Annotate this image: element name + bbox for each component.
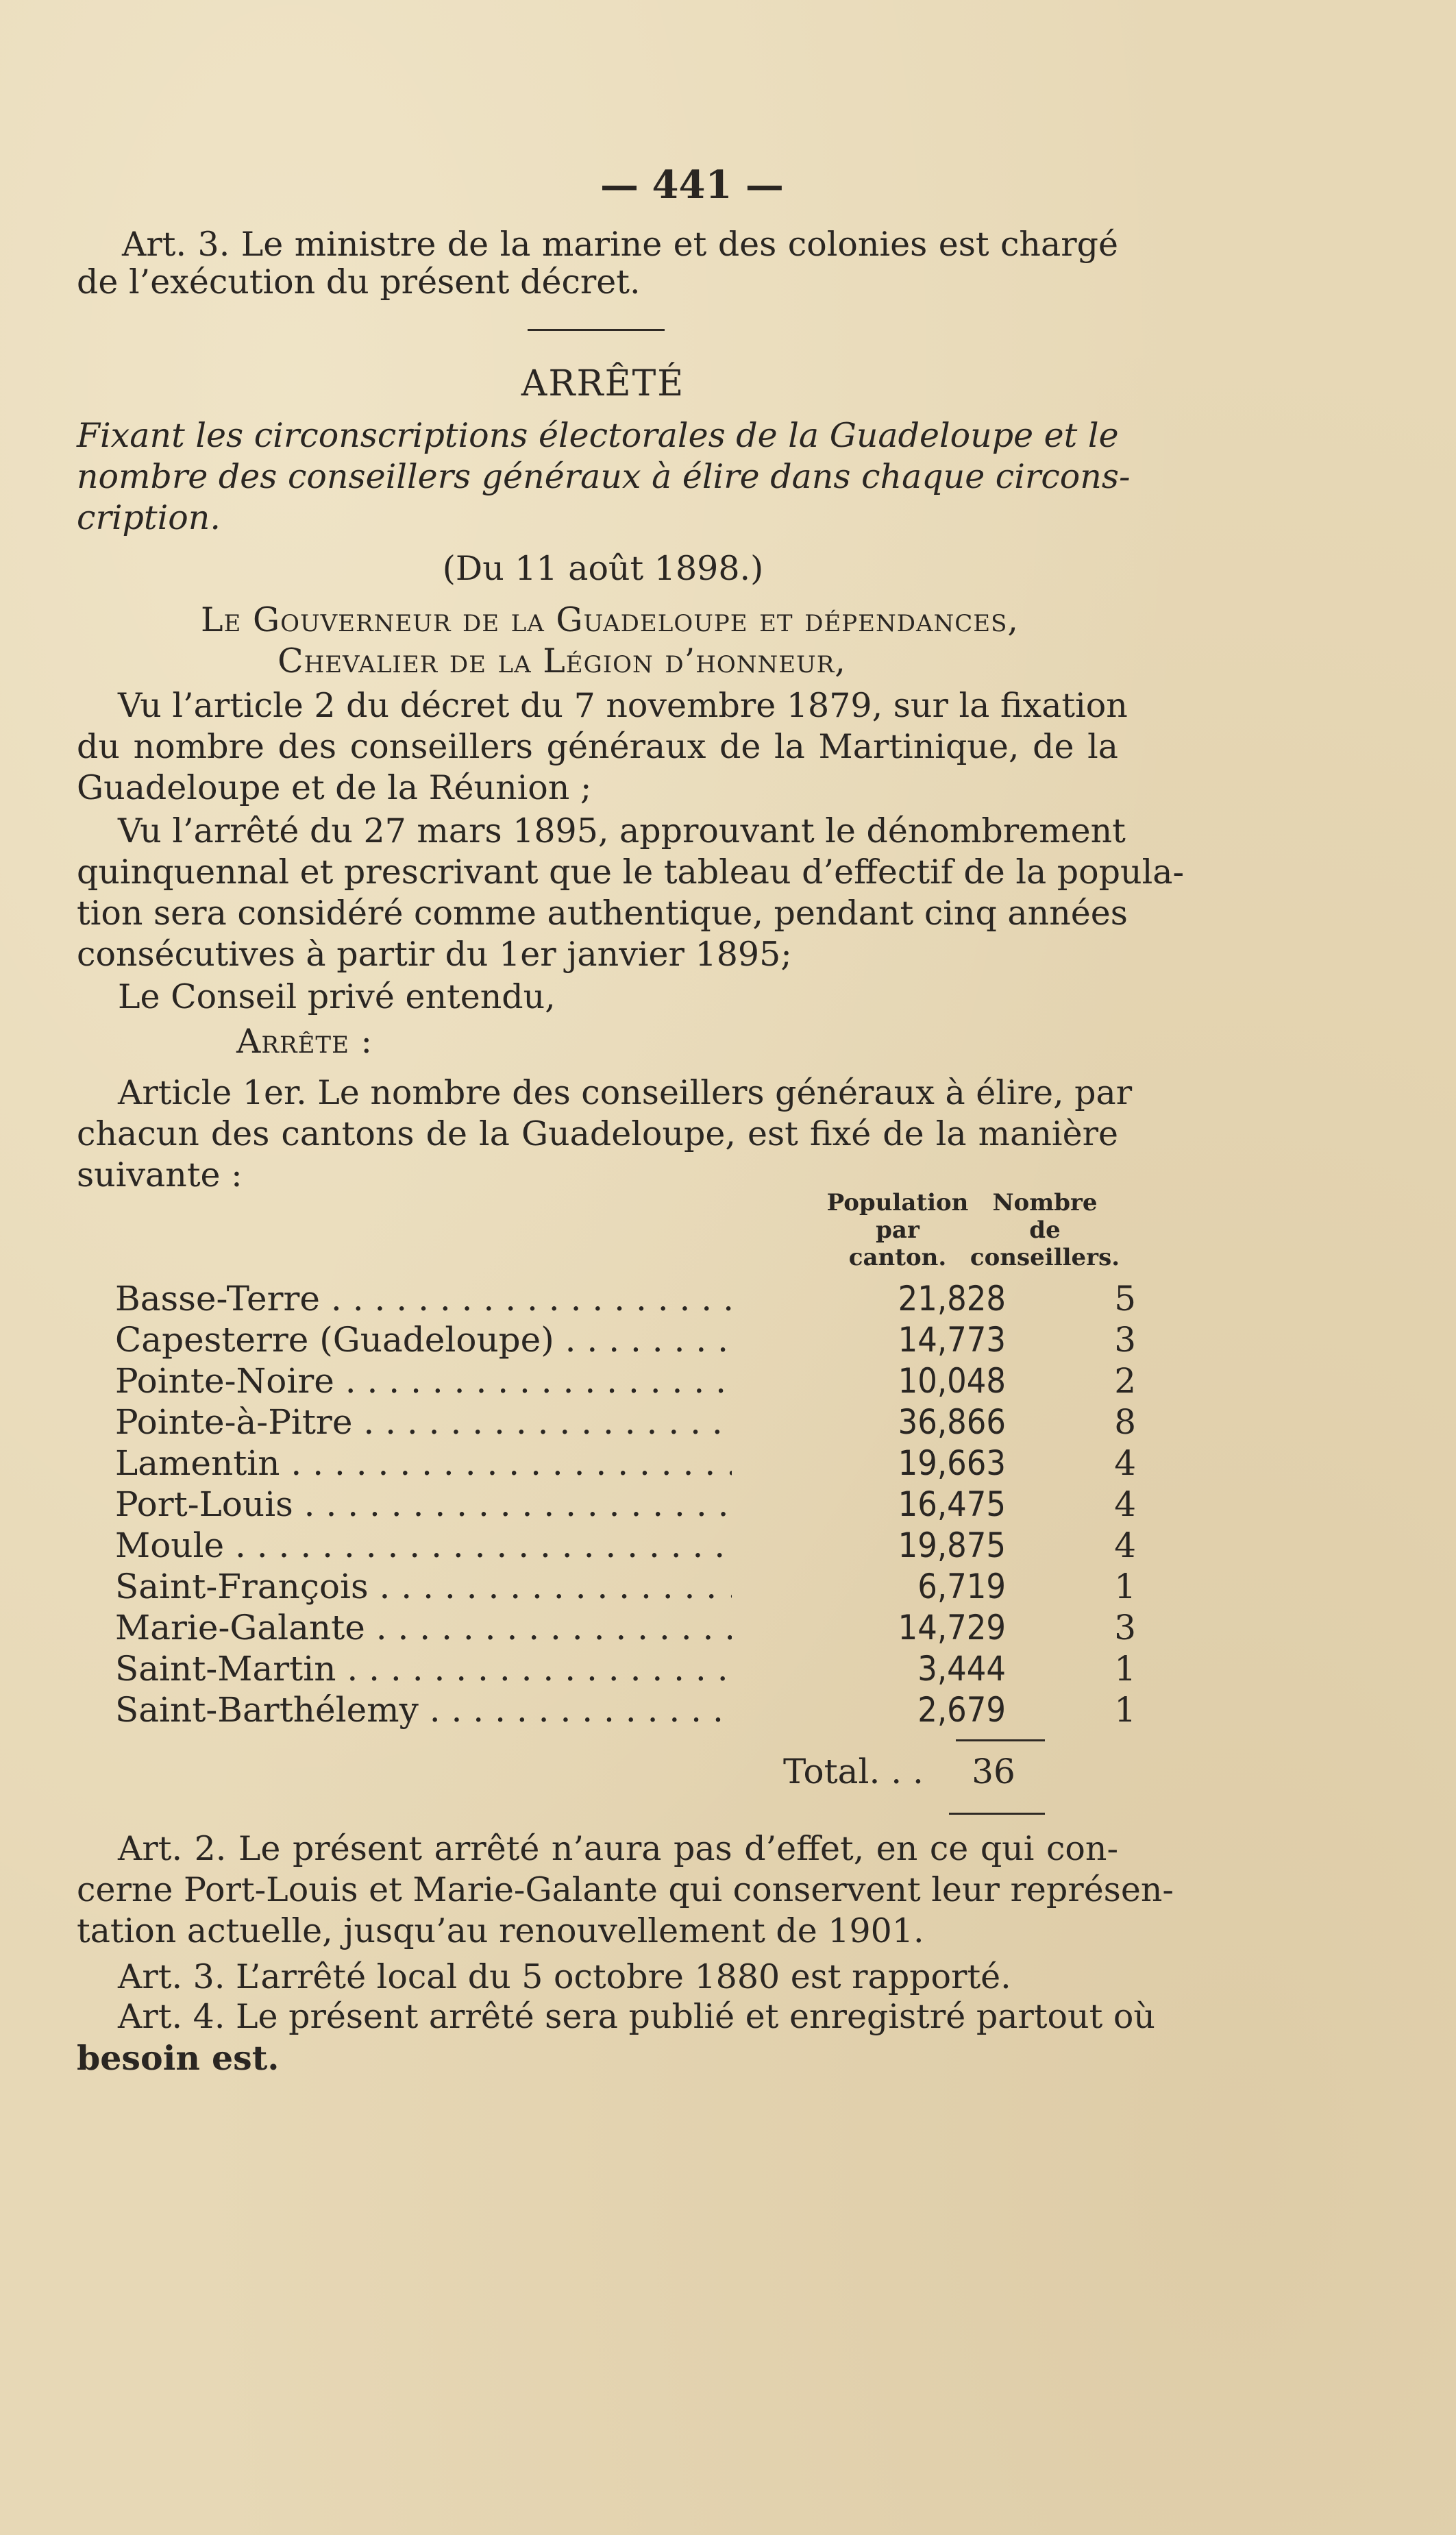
canton-conseillers: 4 <box>1114 1443 1136 1483</box>
canton-name: Pointe-Noire . . . <box>115 1360 732 1401</box>
table-row <box>115 1360 1136 1401</box>
table-row <box>115 1648 1136 1689</box>
table-row <box>115 1319 1136 1360</box>
final-art3: Art. 3. L’arrêté local du 5 octobre 1880 est rapporté. <box>118 1957 1011 1996</box>
article1-line2: chacun des cantons de la Guadeloupe, est fixé de la manière <box>77 1114 1118 1153</box>
table-row <box>115 1484 1136 1525</box>
final-art4-line1: Art. 4. Le présent arrêté sera publié et enregistré partout où <box>118 1997 1155 2036</box>
canton-name: Lamentin . . . <box>115 1443 732 1484</box>
decree-art3-line1: Art. 3. Le ministre de la marine et des colonies est chargé <box>122 225 1118 264</box>
canton-population: 10,048 <box>898 1361 1006 1401</box>
arrete-subtitle-line1: Fixant les circonscriptions électorales de la Guadeloupe et le <box>77 416 1119 455</box>
canton-conseillers: 4 <box>1114 1526 1136 1565</box>
vu-line3: Guadeloupe et de la Réunion ; <box>77 768 592 807</box>
column-header-nombre-l3: conseillers. <box>970 1244 1120 1271</box>
page-number: — 441 — <box>600 162 784 208</box>
canton-conseillers: 3 <box>1114 1320 1136 1360</box>
canton-conseillers: 1 <box>1114 1690 1136 1730</box>
decree-art3-line2: de l’exécution du présent décret. <box>77 262 641 302</box>
vu-line7: consécutives à partir du 1er janvier 1895; <box>77 935 792 974</box>
canton-population: 19,663 <box>898 1443 1006 1483</box>
vu-line2: du nombre des conseillers généraux de la Martinique, de la <box>77 727 1118 766</box>
arrete-title: ARRÊTÉ <box>521 363 685 404</box>
arrete-date: (Du 11 août 1898.) <box>442 549 764 588</box>
table-row <box>115 1443 1136 1484</box>
total-value: 36 <box>972 1752 1015 1791</box>
canton-conseillers: 1 <box>1114 1567 1136 1606</box>
column-header-population-l1: Population <box>826 1189 969 1216</box>
canton-conseillers: 5 <box>1114 1279 1136 1319</box>
article1-line3: suivante : <box>77 1155 243 1195</box>
canton-population: 6,719 <box>917 1567 1006 1606</box>
final-art2-line3: tation actuelle, jusqu’au renouvellement de 1901. <box>77 1911 924 1950</box>
column-header-population-l3: canton. <box>848 1244 947 1271</box>
canton-name: Saint-Martin . . . <box>115 1648 732 1689</box>
canton-conseillers: 1 <box>1114 1649 1136 1689</box>
vu-line5: quinquennal et prescrivant que le tableau d’effectif de la popula- <box>77 853 1185 892</box>
canton-population: 14,729 <box>898 1608 1006 1648</box>
vu-line1: Vu l’article 2 du décret du 7 novembre 1879, sur la fixation <box>118 686 1128 725</box>
canton-population: 21,828 <box>898 1279 1006 1319</box>
final-art2-line2: cerne Port-Louis et Marie-Galante qui conservent leur représen- <box>77 1870 1174 1909</box>
final-art4-line2: besoin est. <box>77 2038 280 2078</box>
total-rule-bottom <box>949 1813 1045 1815</box>
column-header-population-l2: par <box>876 1216 920 1244</box>
canton-name: Saint-Barthélemy . . . <box>115 1689 732 1730</box>
canton-population: 2,679 <box>917 1690 1006 1730</box>
canton-conseillers: 2 <box>1114 1361 1136 1401</box>
canton-population: 3,444 <box>917 1649 1006 1689</box>
canton-population: 36,866 <box>898 1402 1006 1442</box>
canton-name: Moule . . . <box>115 1525 732 1566</box>
governor-line2: Chevalier de la Légion d’honneur, <box>277 641 846 681</box>
table-row <box>115 1689 1136 1730</box>
canton-name: Pointe-à-Pitre . . . <box>115 1401 732 1443</box>
section-divider <box>528 329 665 331</box>
canton-name: Basse-Terre . . . <box>115 1278 732 1319</box>
table-row <box>115 1566 1136 1607</box>
column-header-nombre <box>952 1189 1137 1271</box>
canton-name: Marie-Galante . . . <box>115 1607 732 1648</box>
governor-line1: Le Gouverneur de la Guadeloupe et dépendances, <box>201 600 1019 639</box>
table-row <box>115 1401 1136 1443</box>
arrete-subtitle-line2: nombre des conseillers généraux à élire dans chaque circons- <box>77 457 1131 496</box>
table-row <box>115 1607 1136 1648</box>
canton-name: Saint-François . . . <box>115 1566 732 1607</box>
vu-line8: Le Conseil privé entendu, <box>118 977 556 1016</box>
canton-conseillers: 3 <box>1114 1608 1136 1648</box>
arrete-subtitle-line3: cription. <box>77 498 221 537</box>
article1-line1: Article 1er. Le nombre des conseillers généraux à élire, par <box>118 1073 1133 1112</box>
column-header-nombre-l2: de <box>1029 1216 1061 1244</box>
canton-name: Port-Louis . . . <box>115 1484 732 1525</box>
canton-name: Capesterre (Guadeloupe) . . . <box>115 1319 732 1360</box>
vu-line6: tion sera considéré comme authentique, pendant cinq années <box>77 894 1128 933</box>
canton-population: 14,773 <box>898 1320 1006 1360</box>
canton-population: 16,475 <box>898 1484 1006 1524</box>
canton-conseillers: 8 <box>1114 1402 1136 1442</box>
total-rule-top <box>956 1739 1045 1741</box>
column-header-nombre-l1: Nombre <box>992 1189 1098 1216</box>
total-label: Total. . . <box>783 1752 924 1791</box>
table-row <box>115 1278 1136 1319</box>
canton-conseillers: 4 <box>1114 1484 1136 1524</box>
vu-line4: Vu l’arrêté du 27 mars 1895, approuvant le dénombrement <box>118 811 1126 850</box>
table-row <box>115 1525 1136 1566</box>
canton-population: 19,875 <box>898 1526 1006 1565</box>
final-art2-line1: Art. 2. Le présent arrêté n’aura pas d’effet, en ce qui con- <box>118 1829 1118 1868</box>
arrete-label: Arrête : <box>236 1022 373 1061</box>
